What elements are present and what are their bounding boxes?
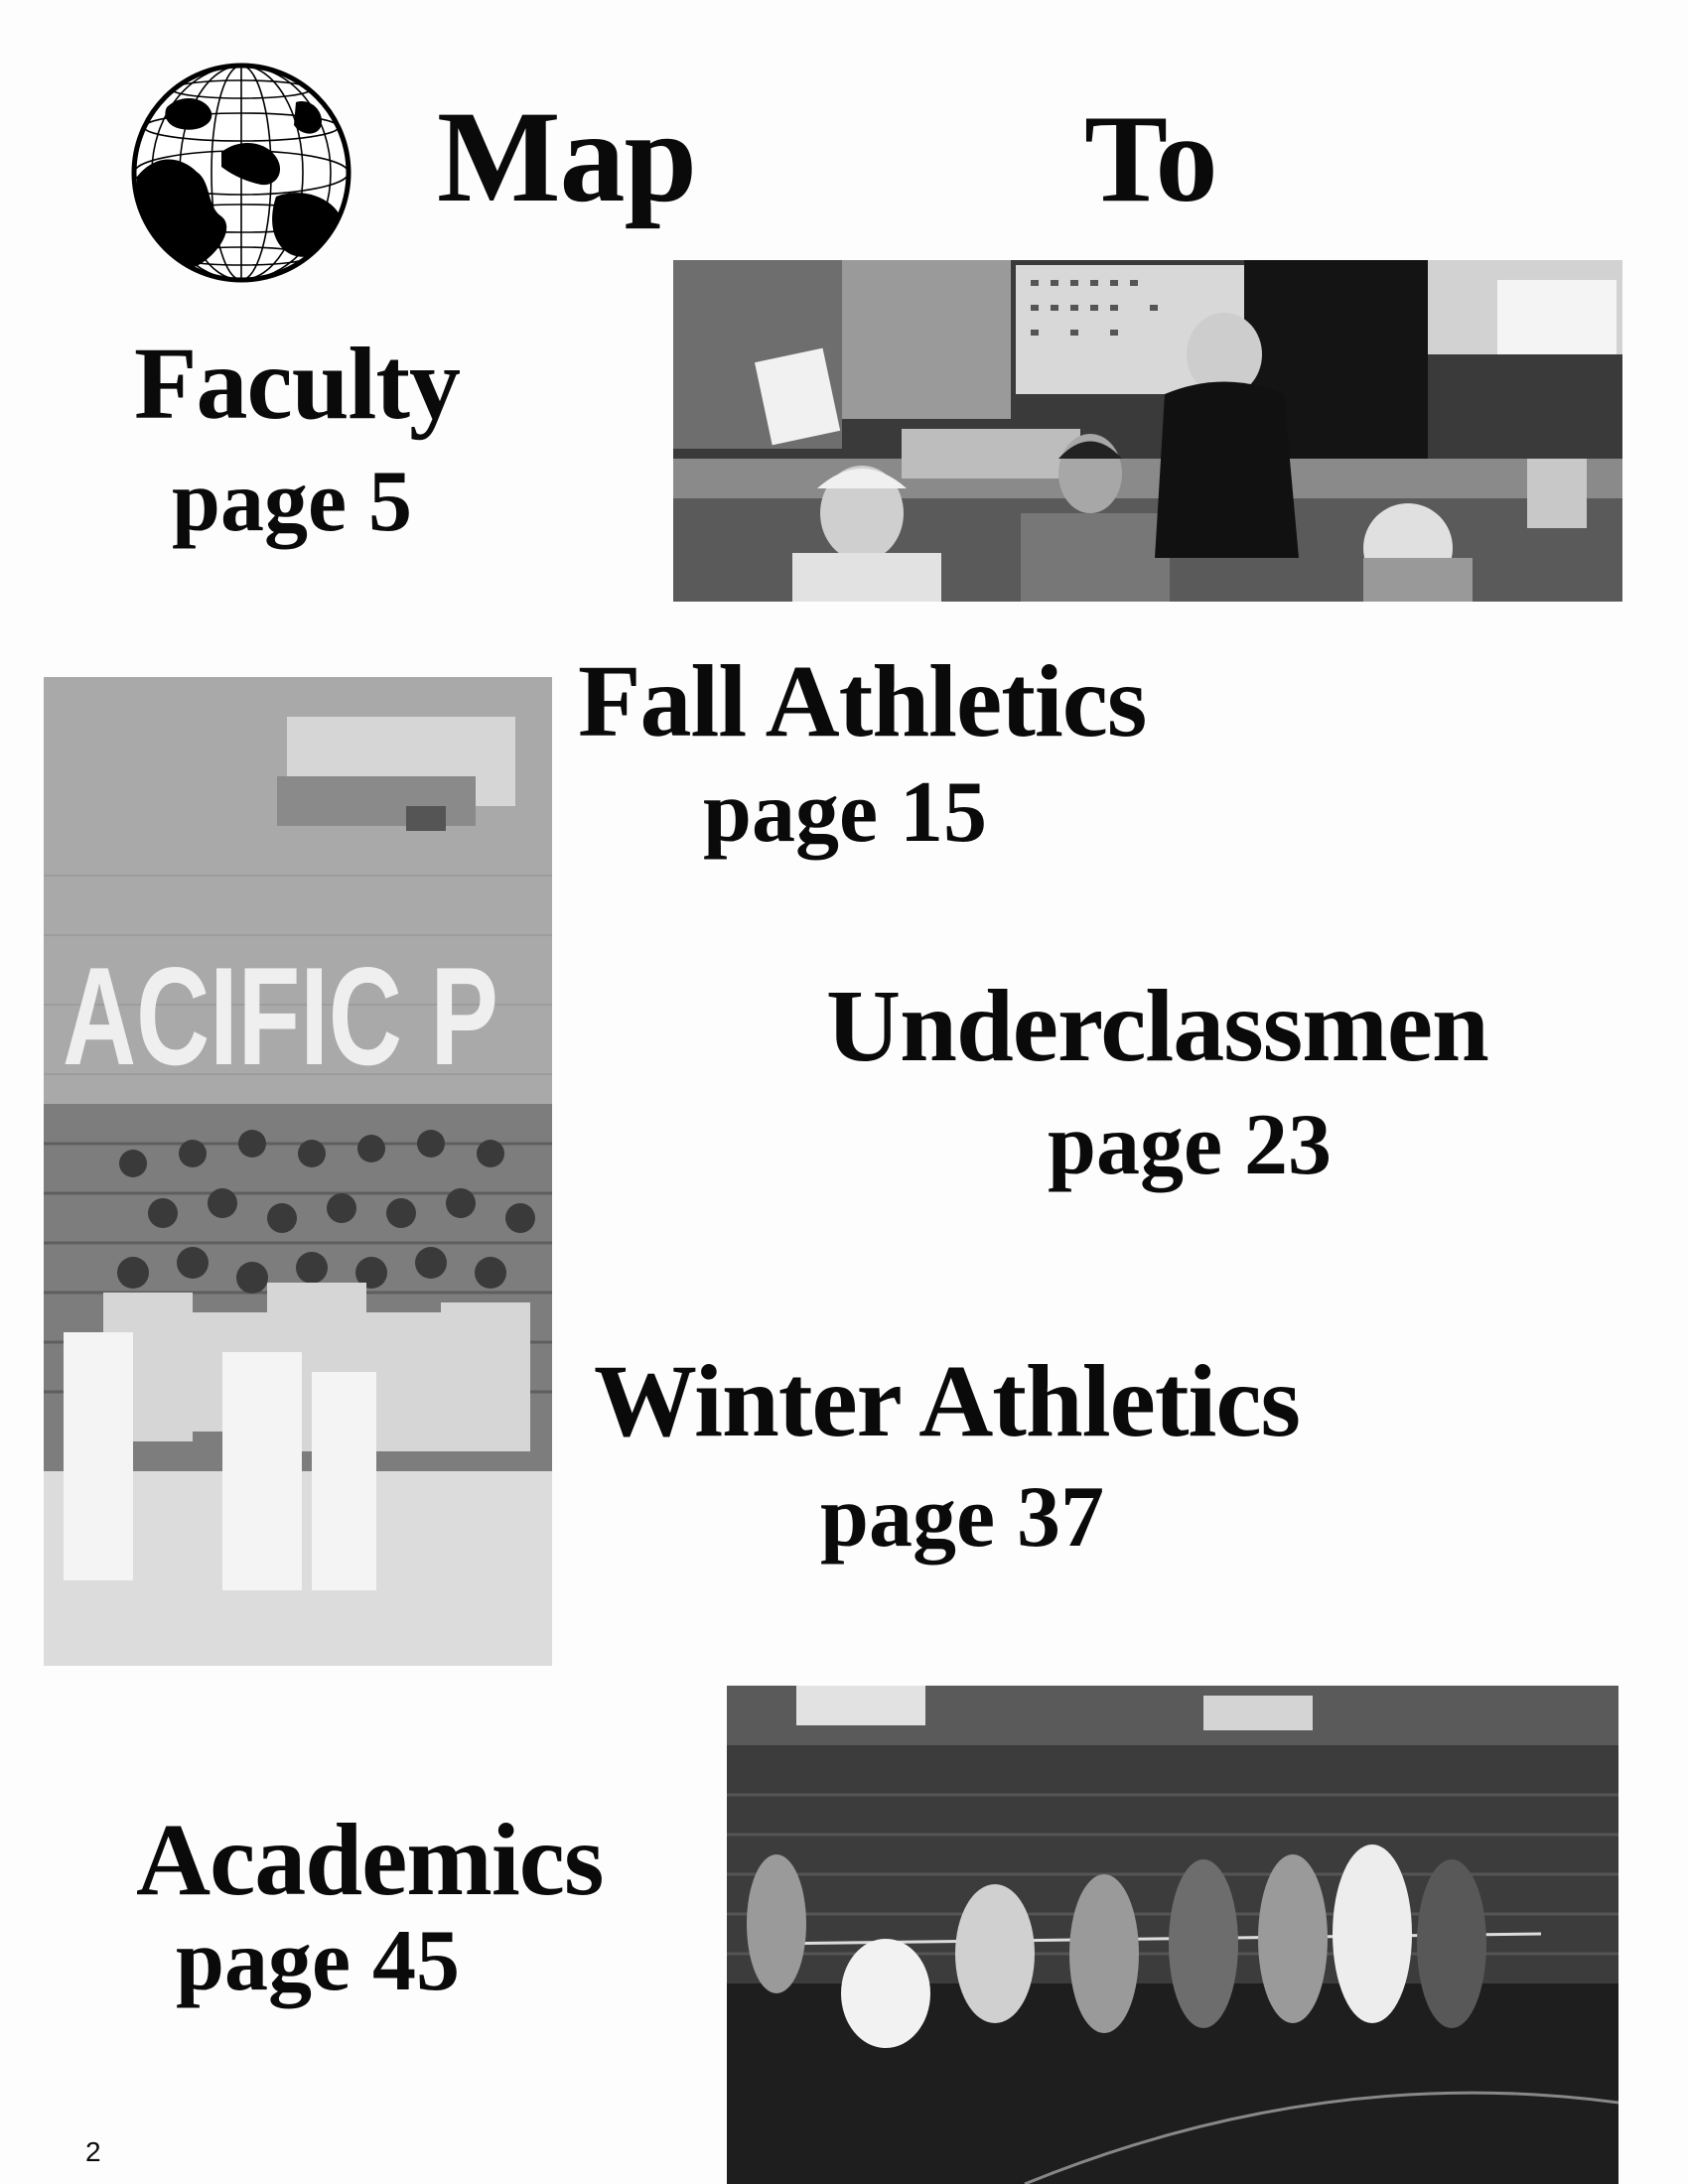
- section-heading-underclassmen: Underclassmen: [826, 969, 1488, 1083]
- globe-icon: [127, 58, 355, 288]
- section-heading-faculty: Faculty: [134, 327, 461, 441]
- section-page-academics: page 45: [176, 1913, 460, 2009]
- section-page-winter-athletics: page 37: [820, 1469, 1104, 1566]
- gym-crowd-photo: [44, 677, 552, 1666]
- tug-of-war-photo: [727, 1686, 1618, 2184]
- section-heading-winter-athletics: Winter Athletics: [594, 1344, 1300, 1458]
- section-heading-fall-athletics: Fall Athletics: [578, 644, 1147, 758]
- section-page-faculty: page 5: [172, 454, 412, 550]
- section-page-underclassmen: page 23: [1048, 1097, 1332, 1193]
- title-map: Map: [437, 83, 696, 229]
- title-to: To: [1084, 90, 1217, 228]
- section-page-fall-athletics: page 15: [703, 764, 987, 861]
- section-heading-academics: Academics: [136, 1803, 604, 1917]
- page-number: 2: [85, 2136, 101, 2167]
- classroom-photo: [673, 260, 1622, 602]
- gym-banner-text: ACIFIC P: [63, 939, 498, 1095]
